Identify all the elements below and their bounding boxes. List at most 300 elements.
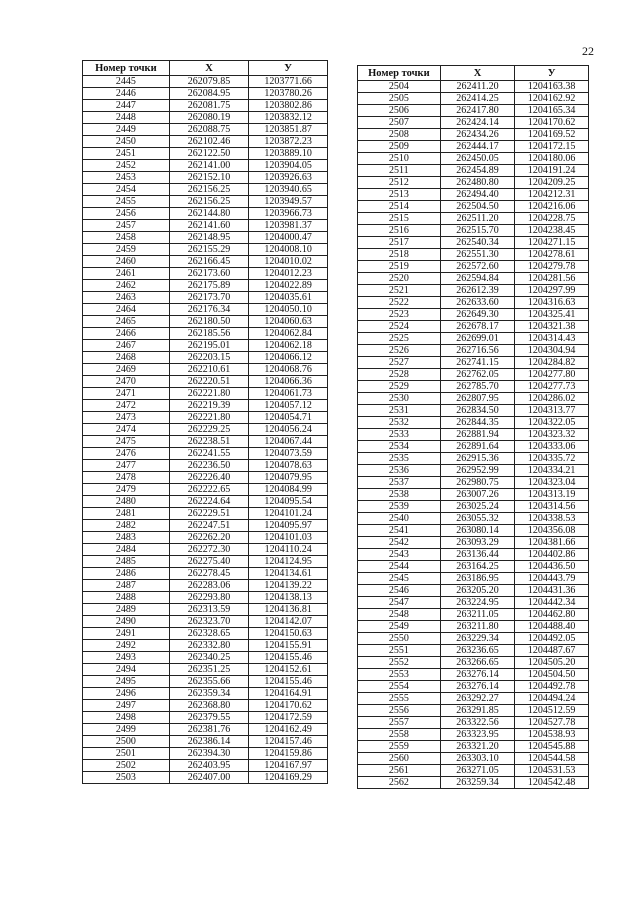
table-row [83, 100, 328, 112]
table-row [83, 676, 328, 688]
point-number-cell: 2516 [358, 225, 441, 237]
x-coordinate-cell: 262633.60 [440, 297, 515, 309]
table-row [83, 772, 328, 784]
y-coordinate-cell: 1204101.03 [249, 532, 328, 544]
point-number-cell: 2521 [358, 285, 441, 297]
point-number-cell: 2445 [83, 76, 170, 88]
column-header-point: Номер точки [358, 66, 441, 81]
y-coordinate-cell: 1204322.05 [515, 417, 589, 429]
y-coordinate-cell: 1204402.86 [515, 549, 589, 561]
y-coordinate-cell: 1204443.79 [515, 573, 589, 585]
point-number-cell: 2467 [83, 340, 170, 352]
x-coordinate-cell: 262173.60 [169, 268, 249, 280]
table-row [83, 244, 328, 256]
x-coordinate-cell: 262176.34 [169, 304, 249, 316]
point-number-cell: 2508 [358, 129, 441, 141]
x-coordinate-cell: 262141.60 [169, 220, 249, 232]
point-number-cell: 2448 [83, 112, 170, 124]
point-number-cell: 2505 [358, 93, 441, 105]
table-row [83, 136, 328, 148]
table-row [358, 129, 589, 141]
table-row [83, 580, 328, 592]
x-coordinate-cell: 262359.34 [169, 688, 249, 700]
y-coordinate-cell: 1204172.59 [249, 712, 328, 724]
y-coordinate-cell: 1204172.15 [515, 141, 589, 153]
table-row [358, 489, 589, 501]
y-coordinate-cell: 1204313.19 [515, 489, 589, 501]
y-coordinate-cell: 1203889.10 [249, 148, 328, 160]
point-number-cell: 2459 [83, 244, 170, 256]
y-coordinate-cell: 1204110.24 [249, 544, 328, 556]
y-coordinate-cell: 1203802.86 [249, 100, 328, 112]
x-coordinate-cell: 262155.29 [169, 244, 249, 256]
point-number-cell: 2493 [83, 652, 170, 664]
y-coordinate-cell: 1204277.80 [515, 369, 589, 381]
point-number-cell: 2551 [358, 645, 441, 657]
point-number-cell: 2469 [83, 364, 170, 376]
x-coordinate-cell: 263093.29 [440, 537, 515, 549]
x-coordinate-cell: 262834.50 [440, 405, 515, 417]
point-number-cell: 2545 [358, 573, 441, 585]
table-row [358, 153, 589, 165]
x-coordinate-cell: 262173.70 [169, 292, 249, 304]
x-coordinate-cell: 263211.80 [440, 621, 515, 633]
x-coordinate-cell: 262403.95 [169, 760, 249, 772]
y-coordinate-cell: 1204492.78 [515, 681, 589, 693]
x-coordinate-cell: 262220.51 [169, 376, 249, 388]
point-number-cell: 2531 [358, 405, 441, 417]
point-number-cell: 2478 [83, 472, 170, 484]
table-row [83, 364, 328, 376]
table-row [83, 76, 328, 88]
x-coordinate-cell: 262195.01 [169, 340, 249, 352]
y-coordinate-cell: 1204056.24 [249, 424, 328, 436]
y-coordinate-cell: 1204095.54 [249, 496, 328, 508]
point-number-cell: 2471 [83, 388, 170, 400]
table-row [358, 693, 589, 705]
x-coordinate-cell: 262156.25 [169, 184, 249, 196]
table-row [83, 688, 328, 700]
point-number-cell: 2510 [358, 153, 441, 165]
x-coordinate-cell: 263007.26 [440, 489, 515, 501]
y-coordinate-cell: 1204297.99 [515, 285, 589, 297]
point-number-cell: 2558 [358, 729, 441, 741]
point-number-cell: 2483 [83, 532, 170, 544]
x-coordinate-cell: 262203.15 [169, 352, 249, 364]
point-number-cell: 2452 [83, 160, 170, 172]
y-coordinate-cell: 1203832.12 [249, 112, 328, 124]
y-coordinate-cell: 1204139.22 [249, 580, 328, 592]
x-coordinate-cell: 263055.32 [440, 513, 515, 525]
y-coordinate-cell: 1203851.87 [249, 124, 328, 136]
table-row [83, 292, 328, 304]
table-row [83, 640, 328, 652]
table-row [358, 405, 589, 417]
x-coordinate-cell: 262891.64 [440, 441, 515, 453]
table-row [358, 453, 589, 465]
table-row [358, 213, 589, 225]
table-row [83, 184, 328, 196]
point-number-cell: 2482 [83, 520, 170, 532]
point-number-cell: 2497 [83, 700, 170, 712]
table-row [83, 712, 328, 724]
x-coordinate-cell: 262414.25 [440, 93, 515, 105]
y-coordinate-cell: 1204492.05 [515, 633, 589, 645]
point-number-cell: 2520 [358, 273, 441, 285]
x-coordinate-cell: 262122.50 [169, 148, 249, 160]
x-coordinate-cell: 262807.95 [440, 393, 515, 405]
y-coordinate-cell: 1204531.53 [515, 765, 589, 777]
point-number-cell: 2474 [83, 424, 170, 436]
y-coordinate-cell: 1204335.72 [515, 453, 589, 465]
table-row [83, 280, 328, 292]
x-coordinate-cell: 262649.30 [440, 309, 515, 321]
point-number-cell: 2450 [83, 136, 170, 148]
y-coordinate-cell: 1204050.10 [249, 304, 328, 316]
x-coordinate-cell: 262156.25 [169, 196, 249, 208]
table-row [83, 616, 328, 628]
x-coordinate-cell: 263224.95 [440, 597, 515, 609]
column-header-y: У [515, 66, 589, 81]
point-number-cell: 2499 [83, 724, 170, 736]
table-row [358, 189, 589, 201]
x-coordinate-cell: 262328.65 [169, 628, 249, 640]
table-row [358, 261, 589, 273]
point-number-cell: 2473 [83, 412, 170, 424]
y-coordinate-cell: 1204281.56 [515, 273, 589, 285]
point-number-cell: 2528 [358, 369, 441, 381]
point-number-cell: 2546 [358, 585, 441, 597]
x-coordinate-cell: 263211.05 [440, 609, 515, 621]
table-row [83, 388, 328, 400]
x-coordinate-cell: 262141.00 [169, 160, 249, 172]
y-coordinate-cell: 1204212.31 [515, 189, 589, 201]
x-coordinate-cell: 262612.39 [440, 285, 515, 297]
y-coordinate-cell: 1204101.24 [249, 508, 328, 520]
table-row [83, 652, 328, 664]
x-coordinate-cell: 263186.95 [440, 573, 515, 585]
table-row [358, 765, 589, 777]
y-coordinate-cell: 1204338.53 [515, 513, 589, 525]
point-number-cell: 2525 [358, 333, 441, 345]
table-row [83, 604, 328, 616]
y-coordinate-cell: 1203940.65 [249, 184, 328, 196]
table-row [83, 268, 328, 280]
x-coordinate-cell: 262152.10 [169, 172, 249, 184]
point-number-cell: 2458 [83, 232, 170, 244]
y-coordinate-cell: 1204314.56 [515, 501, 589, 513]
y-coordinate-cell: 1204136.81 [249, 604, 328, 616]
y-coordinate-cell: 1204271.15 [515, 237, 589, 249]
point-number-cell: 2555 [358, 693, 441, 705]
y-coordinate-cell: 1204010.02 [249, 256, 328, 268]
y-coordinate-cell: 1204313.77 [515, 405, 589, 417]
x-coordinate-cell: 262407.00 [169, 772, 249, 784]
point-number-cell: 2462 [83, 280, 170, 292]
x-coordinate-cell: 262081.75 [169, 100, 249, 112]
table-row [358, 657, 589, 669]
y-coordinate-cell: 1204180.06 [515, 153, 589, 165]
y-coordinate-cell: 1204068.76 [249, 364, 328, 376]
y-coordinate-cell: 1204138.13 [249, 592, 328, 604]
point-number-cell: 2489 [83, 604, 170, 616]
x-coordinate-cell: 263321.20 [440, 741, 515, 753]
point-number-cell: 2487 [83, 580, 170, 592]
x-coordinate-cell: 262221.80 [169, 388, 249, 400]
point-number-cell: 2549 [358, 621, 441, 633]
y-coordinate-cell: 1204431.36 [515, 585, 589, 597]
table-row [358, 477, 589, 489]
table-row [358, 309, 589, 321]
x-coordinate-cell: 262480.80 [440, 177, 515, 189]
y-coordinate-cell: 1204124.95 [249, 556, 328, 568]
point-number-cell: 2512 [358, 177, 441, 189]
point-number-cell: 2494 [83, 664, 170, 676]
x-coordinate-cell: 262351.25 [169, 664, 249, 676]
y-coordinate-cell: 1204078.63 [249, 460, 328, 472]
x-coordinate-cell: 262572.60 [440, 261, 515, 273]
table-row [83, 520, 328, 532]
point-number-cell: 2485 [83, 556, 170, 568]
y-coordinate-cell: 1204279.78 [515, 261, 589, 273]
y-coordinate-cell: 1204512.59 [515, 705, 589, 717]
y-coordinate-cell: 1204334.21 [515, 465, 589, 477]
table-row [358, 573, 589, 585]
y-coordinate-cell: 1204035.61 [249, 292, 328, 304]
table-row [83, 664, 328, 676]
x-coordinate-cell: 262229.25 [169, 424, 249, 436]
point-number-cell: 2502 [83, 760, 170, 772]
point-number-cell: 2484 [83, 544, 170, 556]
y-coordinate-cell: 1204084.99 [249, 484, 328, 496]
y-coordinate-cell: 1204216.06 [515, 201, 589, 213]
y-coordinate-cell: 1204170.62 [515, 117, 589, 129]
point-number-cell: 2456 [83, 208, 170, 220]
y-coordinate-cell: 1204155.46 [249, 676, 328, 688]
y-coordinate-cell: 1204008.10 [249, 244, 328, 256]
point-number-cell: 2547 [358, 597, 441, 609]
point-number-cell: 2457 [83, 220, 170, 232]
table-row [83, 568, 328, 580]
table-row [83, 232, 328, 244]
x-coordinate-cell: 262551.30 [440, 249, 515, 261]
point-number-cell: 2552 [358, 657, 441, 669]
point-number-cell: 2460 [83, 256, 170, 268]
table-row [358, 249, 589, 261]
x-coordinate-cell: 262515.70 [440, 225, 515, 237]
y-coordinate-cell: 1204159.86 [249, 748, 328, 760]
table-row [358, 81, 589, 93]
y-coordinate-cell: 1204054.71 [249, 412, 328, 424]
point-number-cell: 2479 [83, 484, 170, 496]
point-number-cell: 2506 [358, 105, 441, 117]
x-coordinate-cell: 262079.85 [169, 76, 249, 88]
x-coordinate-cell: 262222.65 [169, 484, 249, 496]
point-number-cell: 2477 [83, 460, 170, 472]
y-coordinate-cell: 1204057.12 [249, 400, 328, 412]
point-number-cell: 2461 [83, 268, 170, 280]
table-row [83, 304, 328, 316]
x-coordinate-cell: 262381.76 [169, 724, 249, 736]
point-number-cell: 2447 [83, 100, 170, 112]
table-row [83, 220, 328, 232]
table-header-row [358, 66, 589, 81]
table-row [358, 669, 589, 681]
table-row [358, 501, 589, 513]
table-row [83, 112, 328, 124]
point-number-cell: 2518 [358, 249, 441, 261]
table-row [83, 436, 328, 448]
table-row [358, 621, 589, 633]
y-coordinate-cell: 1204162.49 [249, 724, 328, 736]
y-coordinate-cell: 1204169.29 [249, 772, 328, 784]
point-number-cell: 2490 [83, 616, 170, 628]
y-coordinate-cell: 1204304.94 [515, 345, 589, 357]
y-coordinate-cell: 1204061.73 [249, 388, 328, 400]
table-row [83, 400, 328, 412]
table-row [83, 760, 328, 772]
y-coordinate-cell: 1204284.82 [515, 357, 589, 369]
y-coordinate-cell: 1203949.57 [249, 196, 328, 208]
y-coordinate-cell: 1204209.25 [515, 177, 589, 189]
table-row [83, 724, 328, 736]
column-header-point: Номер точки [83, 61, 170, 76]
table-row [358, 777, 589, 789]
table-row [358, 609, 589, 621]
y-coordinate-cell: 1204538.93 [515, 729, 589, 741]
point-number-cell: 2562 [358, 777, 441, 789]
y-coordinate-cell: 1204314.43 [515, 333, 589, 345]
table-row [83, 460, 328, 472]
x-coordinate-cell: 262762.05 [440, 369, 515, 381]
x-coordinate-cell: 262293.80 [169, 592, 249, 604]
x-coordinate-cell: 262148.95 [169, 232, 249, 244]
point-number-cell: 2541 [358, 525, 441, 537]
x-coordinate-cell: 262283.06 [169, 580, 249, 592]
x-coordinate-cell: 263229.34 [440, 633, 515, 645]
x-coordinate-cell: 262229.51 [169, 508, 249, 520]
y-coordinate-cell: 1204022.89 [249, 280, 328, 292]
table-row [83, 484, 328, 496]
y-coordinate-cell: 1204167.97 [249, 760, 328, 772]
x-coordinate-cell: 262084.95 [169, 88, 249, 100]
point-number-cell: 2475 [83, 436, 170, 448]
x-coordinate-cell: 262494.40 [440, 189, 515, 201]
x-coordinate-cell: 262323.70 [169, 616, 249, 628]
x-coordinate-cell: 262144.80 [169, 208, 249, 220]
table-row [358, 357, 589, 369]
x-coordinate-cell: 263205.20 [440, 585, 515, 597]
point-number-cell: 2495 [83, 676, 170, 688]
table-row [358, 225, 589, 237]
y-coordinate-cell: 1204191.24 [515, 165, 589, 177]
x-coordinate-cell: 262379.55 [169, 712, 249, 724]
point-number-cell: 2535 [358, 453, 441, 465]
point-number-cell: 2548 [358, 609, 441, 621]
table-row [358, 513, 589, 525]
y-coordinate-cell: 1204062.84 [249, 328, 328, 340]
table-row [358, 105, 589, 117]
table-row [83, 544, 328, 556]
point-number-cell: 2537 [358, 477, 441, 489]
y-coordinate-cell: 1204488.40 [515, 621, 589, 633]
table-row [358, 417, 589, 429]
table-header-row [83, 61, 328, 76]
point-number-cell: 2463 [83, 292, 170, 304]
x-coordinate-cell: 262434.26 [440, 129, 515, 141]
point-number-cell: 2556 [358, 705, 441, 717]
point-number-cell: 2527 [358, 357, 441, 369]
x-coordinate-cell: 262180.50 [169, 316, 249, 328]
y-coordinate-cell: 1204170.62 [249, 700, 328, 712]
table-row [83, 124, 328, 136]
point-number-cell: 2514 [358, 201, 441, 213]
table-row [83, 532, 328, 544]
table-row [83, 628, 328, 640]
x-coordinate-cell: 262424.14 [440, 117, 515, 129]
table-row [358, 645, 589, 657]
y-coordinate-cell: 1204542.48 [515, 777, 589, 789]
y-coordinate-cell: 1204323.32 [515, 429, 589, 441]
point-number-cell: 2503 [83, 772, 170, 784]
point-number-cell: 2554 [358, 681, 441, 693]
point-number-cell: 2491 [83, 628, 170, 640]
x-coordinate-cell: 262450.05 [440, 153, 515, 165]
table-row [83, 592, 328, 604]
x-coordinate-cell: 262219.39 [169, 400, 249, 412]
x-coordinate-cell: 262236.50 [169, 460, 249, 472]
x-coordinate-cell: 262915.36 [440, 453, 515, 465]
y-coordinate-cell: 1204544.58 [515, 753, 589, 765]
x-coordinate-cell: 262386.14 [169, 736, 249, 748]
point-number-cell: 2504 [358, 81, 441, 93]
y-coordinate-cell: 1204545.88 [515, 741, 589, 753]
y-coordinate-cell: 1204142.07 [249, 616, 328, 628]
y-coordinate-cell: 1204323.04 [515, 477, 589, 489]
table-row [358, 729, 589, 741]
x-coordinate-cell: 262511.20 [440, 213, 515, 225]
x-coordinate-cell: 262226.40 [169, 472, 249, 484]
y-coordinate-cell: 1204504.50 [515, 669, 589, 681]
x-coordinate-cell: 263025.24 [440, 501, 515, 513]
x-coordinate-cell: 262241.55 [169, 448, 249, 460]
y-coordinate-cell: 1204165.34 [515, 105, 589, 117]
table-row [358, 141, 589, 153]
y-coordinate-cell: 1204381.66 [515, 537, 589, 549]
y-coordinate-cell: 1204164.91 [249, 688, 328, 700]
table-row [83, 328, 328, 340]
y-coordinate-cell: 1204157.46 [249, 736, 328, 748]
x-coordinate-cell: 262210.61 [169, 364, 249, 376]
y-coordinate-cell: 1204066.12 [249, 352, 328, 364]
x-coordinate-cell: 262185.56 [169, 328, 249, 340]
point-number-cell: 2466 [83, 328, 170, 340]
table-row [358, 561, 589, 573]
y-coordinate-cell: 1204436.50 [515, 561, 589, 573]
x-coordinate-cell: 262332.80 [169, 640, 249, 652]
x-coordinate-cell: 263271.05 [440, 765, 515, 777]
table-row [83, 376, 328, 388]
point-number-cell: 2539 [358, 501, 441, 513]
point-number-cell: 2451 [83, 148, 170, 160]
x-coordinate-cell: 262454.89 [440, 165, 515, 177]
x-coordinate-cell: 262444.17 [440, 141, 515, 153]
point-number-cell: 2557 [358, 717, 441, 729]
table-row [358, 273, 589, 285]
point-number-cell: 2501 [83, 748, 170, 760]
x-coordinate-cell: 262278.45 [169, 568, 249, 580]
y-coordinate-cell: 1204095.97 [249, 520, 328, 532]
